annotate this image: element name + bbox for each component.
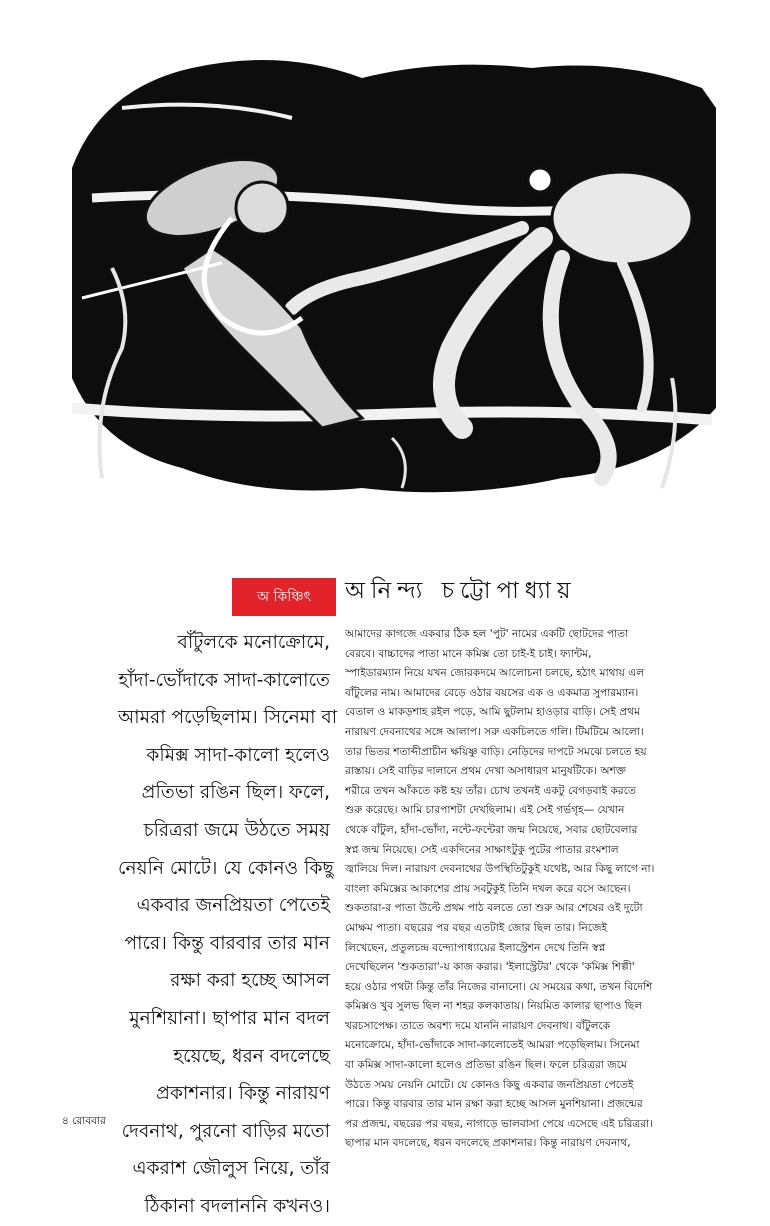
body-line: জ্বালিয়ে দিল। নারায়ণ দেবনাথের উপস্থিতিটুকুই যথেষ্ট, আর কিছু লাগে না। bbox=[345, 863, 655, 876]
pull-quote-line: বাঁটুলকে মনোক্রোমে, bbox=[177, 632, 330, 653]
pull-quote-line: একরাশ জৌলুস নিয়ে, তাঁর bbox=[132, 1158, 330, 1180]
pull-quote-line: নেয়নি মোটে। যে কোনও কিছু bbox=[118, 857, 334, 879]
pull-quote-line: কমিক্স সাদা-কালো হলেও bbox=[146, 744, 330, 766]
pull-quote-line: হাঁদা-ভোঁদাকে সাদা-কালোতে bbox=[118, 669, 330, 691]
body-line: তার ভিতর শতাব্দীপ্রাচীন ক্ষয়িষ্ণু বাড়ি। নেড়িদের দাপটে সমঝে চলতে হয় bbox=[345, 745, 647, 758]
octopus-head bbox=[552, 172, 692, 264]
body-line: খরচসাপেক্ষ। তাতে অবশ্য দমে যাননি নারায়ণ দেবনাথ। বাঁটুলকে bbox=[345, 1019, 611, 1032]
body-line: লিখেছেন, প্রতুলচন্দ্র বন্দ্যোপাধ্যায়ের ইলাস্ট্রেশন দেখে তিনি স্বপ্ন bbox=[345, 941, 606, 954]
body-line: স্বপ্ন জন্ম নিয়েছে। সেই একদিনের সাক্ষাৎটুকু পুটের পাতার রংমশাল bbox=[345, 843, 619, 856]
body-line: দেখেছিলেন 'শুকতারা'-য় কাজ করার। 'ইলাস্ট্রেটর' থেকে 'কমিক্স শিল্পী' bbox=[345, 961, 635, 974]
body-line: বাঁটুলের নাম। আমাদের বেড়ে ওঠার বয়সের এক ও একমাত্র সুপারম্যান। bbox=[345, 686, 639, 699]
body-line: বাংলা কমিক্সের আকাশের প্রায় সবটুকুই তিনি দখল করে বসে আছেন। bbox=[345, 882, 631, 895]
body-line: আমাদের কাগজে একবার ঠিক হল 'পুট' নামের একটি ছোটদের পাতা bbox=[345, 628, 629, 640]
body-line: পর প্রজন্ম, বছরের পর বছর, নাগাড়ে ভালবাসা পেয়ে এসেছে এই চরিত্ররা। bbox=[345, 1117, 653, 1130]
body-line: কমিক্সও খুব সুলভ ছিল না শহর কলকাতায়। নিয়মিত কালার ছাপাও ছিল bbox=[345, 1000, 643, 1013]
body-line: উঠতে সময় নেয়নি মোটে। যে কোনও কিছু একবার জনপ্রিয়তা পেতেই bbox=[345, 1078, 634, 1091]
body-line: শুকতারা-র পাতা উল্টে প্রথম পাঠ বলতে তো শুরু আর শেষের ওই দুটো bbox=[345, 902, 643, 915]
illustration-art bbox=[62, 48, 716, 500]
octopus-eye bbox=[528, 168, 552, 192]
pull-quote-line: চরিত্ররা জমে উঠতে সময় bbox=[143, 819, 330, 841]
pull-quote-line: আমরা পড়েছিলাম। সিনেমা বা bbox=[118, 707, 338, 729]
pull-quote-line: দেবনাথ, পুরনো বাড়ির মতো bbox=[121, 1120, 330, 1142]
page-folio: ৪ রোববার bbox=[62, 1115, 106, 1127]
section-tag: অ কিঞ্চিৎ bbox=[232, 578, 336, 616]
body-line: বা কমিক্স সাদা-কালো হলেও প্রতিভা রঙিন ছিল। ফলে চরিত্ররা জমে bbox=[345, 1059, 627, 1072]
body-line: পারে। কিন্তু বারবার তার মান রক্ষা করা হচ্ছে আসল মুনশিয়ানা। প্রজন্মের bbox=[345, 1098, 643, 1111]
body-line: শরীরে তখন আঁকতে কষ্ট হয় তাঁর। চোখ তখনই একটু বেগড়বাই করতে bbox=[345, 784, 636, 797]
diver-octopus-illustration bbox=[62, 48, 716, 500]
pull-quote-line: রক্ষা করা হচ্ছে আসল bbox=[170, 970, 330, 992]
body-line: বেরবে। বাচ্চাদের পাতা মানে কমিক্স তো চাই-ই চাই। ফ্যান্টম, bbox=[345, 647, 592, 660]
body-line: শুরু করেছে। আমি চারপাশটা দেখছিলাম। এই সেই গর্ভগৃহ— যেখান bbox=[345, 804, 625, 817]
body-line: থেকে বাঁটুল, হাঁদা-ভোঁদা, নন্টে-ফন্টেরা জন্ম নিয়েছে, সবার ছোটবেলার bbox=[345, 823, 638, 836]
body-line: মনোক্রোমে, হাঁদা-ভোঁদাকে সাদা-কালোতেই আমরা পড়েছিলাম। সিনেমা bbox=[345, 1039, 640, 1052]
body-line: নারায়ণ দেবনাথের সঙ্গে আলাপ। সরু একচিলতে গলি। টিমটিমে আলো। bbox=[345, 725, 644, 738]
body-line: বেতাল ও মাকড়শাহ রইল পড়ে, আমি ছুটলাম হাওড়ার বাড়ি। সেই প্রথম bbox=[345, 706, 641, 719]
body-line: ছাপার মান বদলেছে, ধরন বদলেছে প্রকাশনার। কিন্তু নারায়ণ দেবনাথ, bbox=[345, 1137, 631, 1150]
body-line: হয়ে ওঠার পথটা কিন্তু তাঁর নিজের বানানো। যে সময়ের কথা, তখন বিদেশি bbox=[345, 980, 653, 993]
pull-quote-line: হয়েছে, ধরন বদলেছে bbox=[173, 1045, 330, 1067]
illustration-streak bbox=[72, 408, 712, 420]
body-line: স্পাইডারম্যান নিয়ে যখন জোরকদমে আলোচনা চলছে, হঠাৎ মাথায় এল bbox=[345, 667, 645, 680]
author-name: অনিন্দ্য চট্টোপাধ্যায় bbox=[345, 578, 577, 604]
pull-quote-line: পারে। কিন্তু বারবার তার মান bbox=[124, 932, 330, 954]
pull-quote bbox=[118, 624, 338, 1226]
body-line: মোক্ষম পাতা। বছরের পর বছর এতটাই জোর ছিল তার। নিজেই bbox=[345, 921, 608, 934]
pull-quote-line: প্রতিভা রঙিন ছিল। ফলে, bbox=[141, 782, 330, 804]
pull-quote-line: মুনশিয়ানা। ছাপার মান বদল bbox=[129, 1007, 330, 1029]
body-line: রাস্তায়। সেই বাড়ির দালানে প্রথম দেখা অসাধারণ মানুষটিকে। অশক্ত bbox=[345, 765, 627, 778]
pull-quote-line: প্রকাশনার। কিন্তু নারায়ণ bbox=[156, 1083, 330, 1105]
article-body bbox=[345, 625, 713, 1154]
pull-quote-line: ঠিকানা বদলাননি কখনও। bbox=[144, 1195, 330, 1217]
pull-quote-line: একবার জনপ্রিয়তা পেতেই bbox=[136, 895, 330, 917]
diver-helmet bbox=[236, 182, 288, 234]
